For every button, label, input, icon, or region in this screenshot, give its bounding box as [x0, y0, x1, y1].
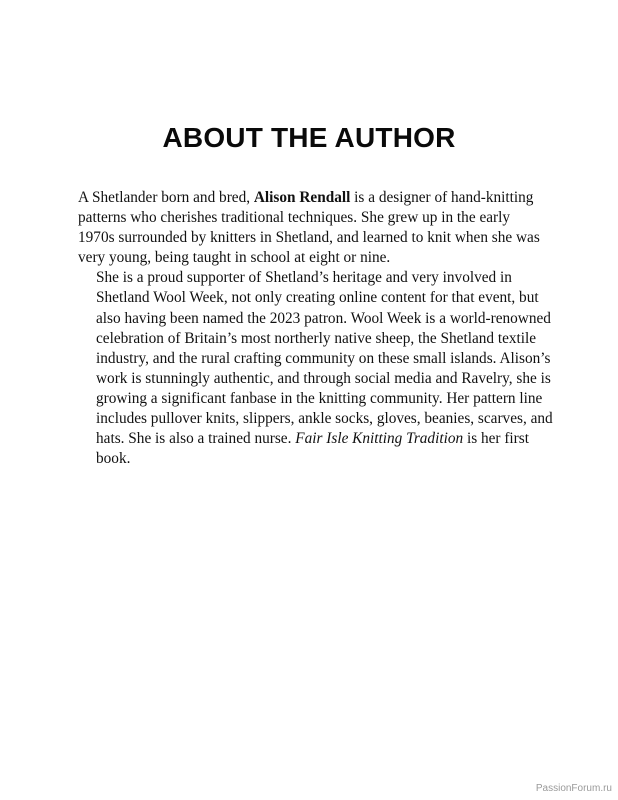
text-run: hats. She is also a trained nurse. — [96, 430, 296, 448]
text-run: is a designer of hand-knitting — [350, 189, 534, 206]
author-bio — [78, 188, 553, 469]
bio-paragraph-2 — [78, 268, 553, 469]
text-line: work is stunningly authentic, and through social media and Ravelry, she is — [96, 369, 551, 387]
text-line: patterns who cherishes traditional techniques. She grew up in the early — [78, 209, 511, 227]
text-run: is her first — [463, 430, 529, 448]
text-line: 1970s surrounded by knitters in Shetland, and learned to knit when she was — [78, 229, 540, 247]
author-name: Alison Rendall — [253, 189, 351, 206]
page-title: ABOUT THE AUTHOR — [162, 122, 456, 153]
text-line: celebration of Britain’s most northerly native sheep, the Shetland textile — [96, 329, 537, 347]
text-line — [78, 429, 540, 449]
text-line — [78, 188, 540, 208]
text-line: includes pullover knits, slippers, ankle socks, gloves, beanies, scarves, and — [96, 410, 553, 428]
text-line: also having been named the 2023 patron. Wool Week is a world-renowned — [96, 309, 551, 327]
watermark: PassionForum.ru — [535, 783, 612, 794]
text-line: She is a proud supporter of Shetland’s heritage and very involved in — [96, 269, 512, 287]
text-line: growing a significant fanbase in the knitting community. Her pattern line — [96, 389, 543, 407]
text-run: A Shetlander born and bred, — [78, 189, 254, 206]
text-line: Shetland Wool Week, not only creating online content for that event, but — [96, 289, 539, 307]
bio-paragraph-1 — [78, 188, 540, 268]
book-title: Fair Isle Knitting Tradition — [295, 430, 464, 448]
text-line: book. — [96, 450, 131, 468]
text-line: industry, and the rural crafting community on these small islands. Alison’s — [96, 349, 551, 367]
text-line: very young, being taught in school at eight or nine. — [78, 249, 391, 267]
